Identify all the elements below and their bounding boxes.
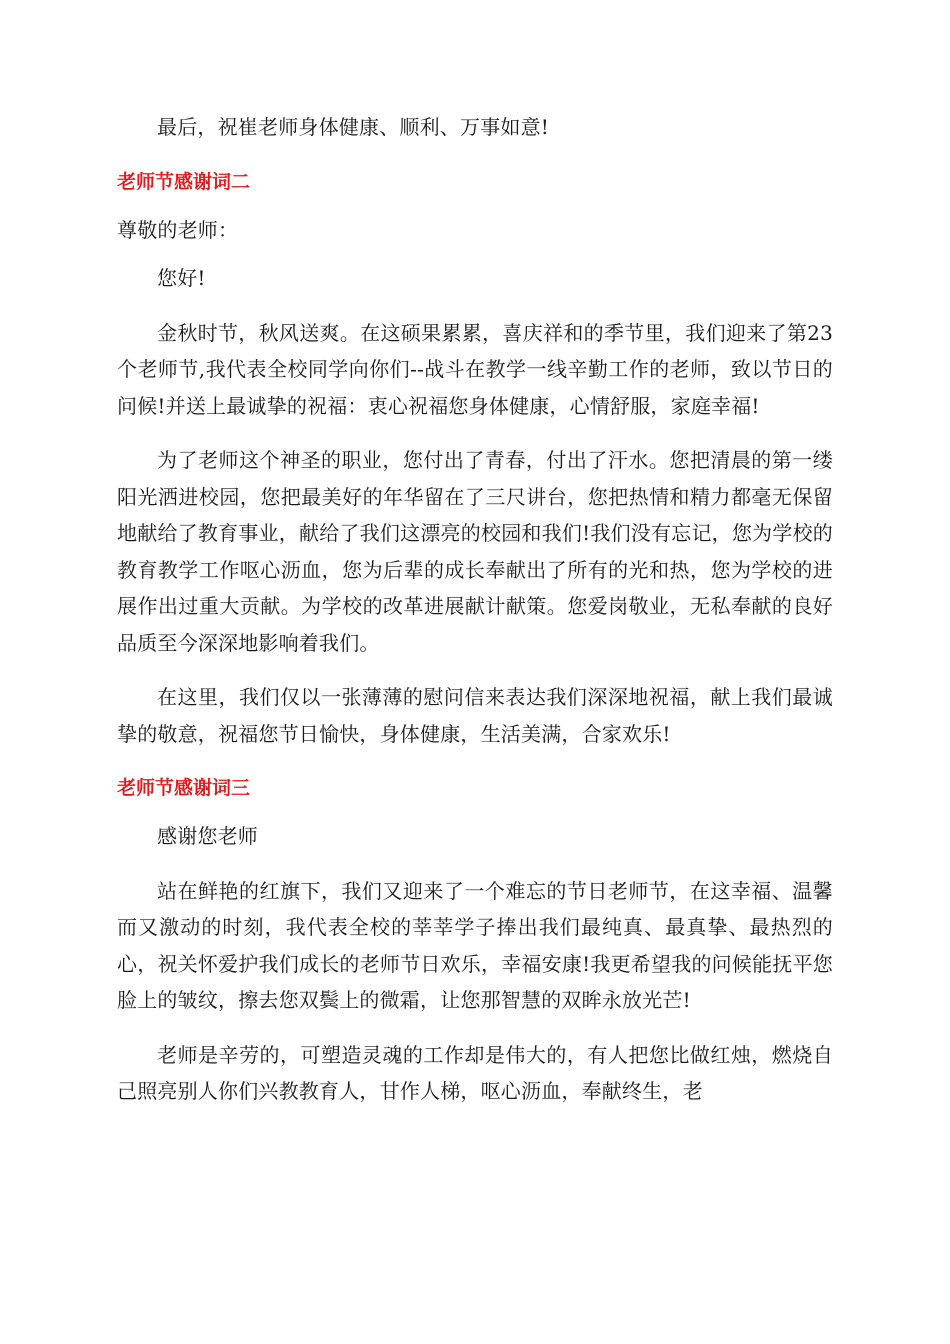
- body-paragraph: 为了老师这个神圣的职业，您付出了青春，付出了汗水。您把清晨的第一缕阳光洒进校园，您把最美好的年华留在了三尺讲台，您把热情和精力都毫无保留地献给了教育事业，献给了我们这漂亮的校园和我们!我们没有忘记，您为学校的教育教学工作呕心沥血，您为后辈的成长奉献出了所有的光和热，您为学校的进展作出过重大贡献。为学校的改革进展献计献策。您爱岗敬业，无私奉献的良好品质至今深深地影响着我们。: [117, 448, 833, 655]
- closing-paragraph: 最后，祝崔老师身体健康、顺利、万事如意!: [157, 115, 550, 139]
- body-paragraph: 站在鲜艳的红旗下，我们又迎来了一个难忘的节日老师节，在这幸福、温馨而又激动的时刻，我代表全校的莘莘学子捧出我们最纯真、最真挚、最热烈的心，祝关怀爱护我们成长的老师节日欢乐，幸福安康!我更希望我的问候能抚平您脸上的皱纹，擦去您双鬓上的微霜，让您那智慧的双眸永放光芒!: [117, 878, 833, 1012]
- body-paragraph: 金秋时节，秋风送爽。在这硕果累累，喜庆祥和的季节里，我们迎来了第23个老师节,我代表全校同学向你们--战斗在教学一线辛勤工作的老师，致以节日的问候!并送上最诚挚的祝福：衷心祝福您身体健康，心情舒服，家庭幸福!: [117, 320, 833, 418]
- body-paragraph: 在这里，我们仅以一张薄薄的慰问信来表达我们深深地祝福，献上我们最诚挚的敬意，祝福您节日愉快，身体健康，生活美满，合家欢乐!: [117, 685, 833, 746]
- section-heading-2: 老师节感谢词二: [117, 170, 251, 193]
- section-heading-3: 老师节感谢词三: [117, 777, 251, 799]
- body-paragraph: 老师是辛劳的，可塑造灵魂的工作却是伟大的，有人把您比做红烛，燃烧自己照亮别人你们兴教教育人，甘作人梯，呕心沥血，奉献终生，老: [117, 1042, 833, 1103]
- greeting: 您好!: [157, 266, 206, 290]
- salutation: 尊敬的老师：: [117, 217, 239, 242]
- intro-line: 感谢您老师: [157, 824, 258, 848]
- document-body: [117, 109, 833, 1128]
